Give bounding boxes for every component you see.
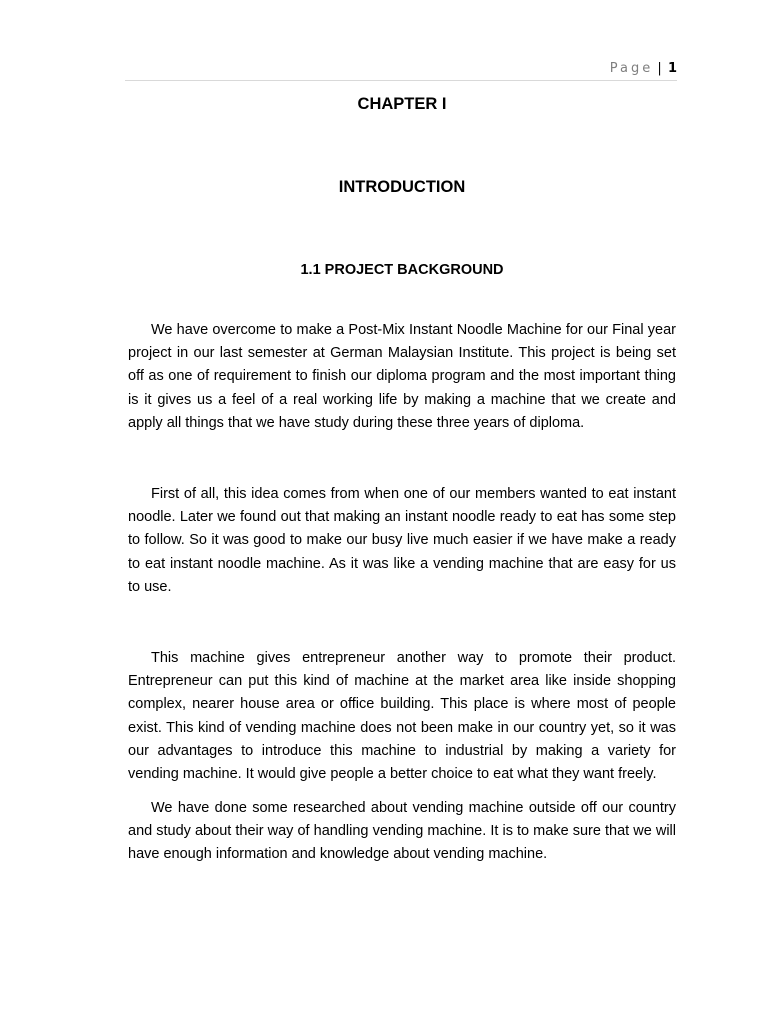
paragraph: First of all, this idea comes from when one of our members wanted to eat instant noodle. Later we found out that making an instant noodle ready to eat has some step to follow. So it was good to make our busy live much easier if we have make a ready to eat instant noodle machine. As it was like a vending machine that are easy for us to use.: [128, 486, 676, 595]
paragraph: This machine gives entrepreneur another way to promote their product. Entrepreneur can put this kind of machine at the market area like inside shopping complex, nearer house area or office building. This place is where most of people exist. This kind of vending machine does not been make in our country yet, so it was our advantages to introduce this machine to industrial by making a variety for vending machine. It would give people a better choice to eat what they want freely.: [128, 650, 676, 783]
page-number-label: [610, 61, 677, 76]
section-title: 1.1 PROJECT BACKGROUND: [300, 262, 504, 278]
main-title: INTRODUCTION: [338, 178, 466, 196]
paragraph: We have done some researched about vending machine outside off our country and study about their way of handling vending machine. It is to make sure that we will have enough information and knowledge about vending machine.: [128, 800, 676, 863]
chapter-title: CHAPTER I: [357, 95, 447, 113]
page-header: [125, 58, 677, 81]
paragraph: We have overcome to make a Post-Mix Instant Noodle Machine for our Final year project in our last semester at German Malaysian Institute. This project is being set off as one of requirement to finish our diploma program and the most important thing is it gives us a feel of a real working life by making a machine that we create and apply all things that we have study during these three years of diploma.: [128, 322, 676, 431]
page-word: Page: [609, 61, 654, 76]
page-number: 1: [667, 61, 677, 76]
page-separator: |: [657, 61, 662, 76]
